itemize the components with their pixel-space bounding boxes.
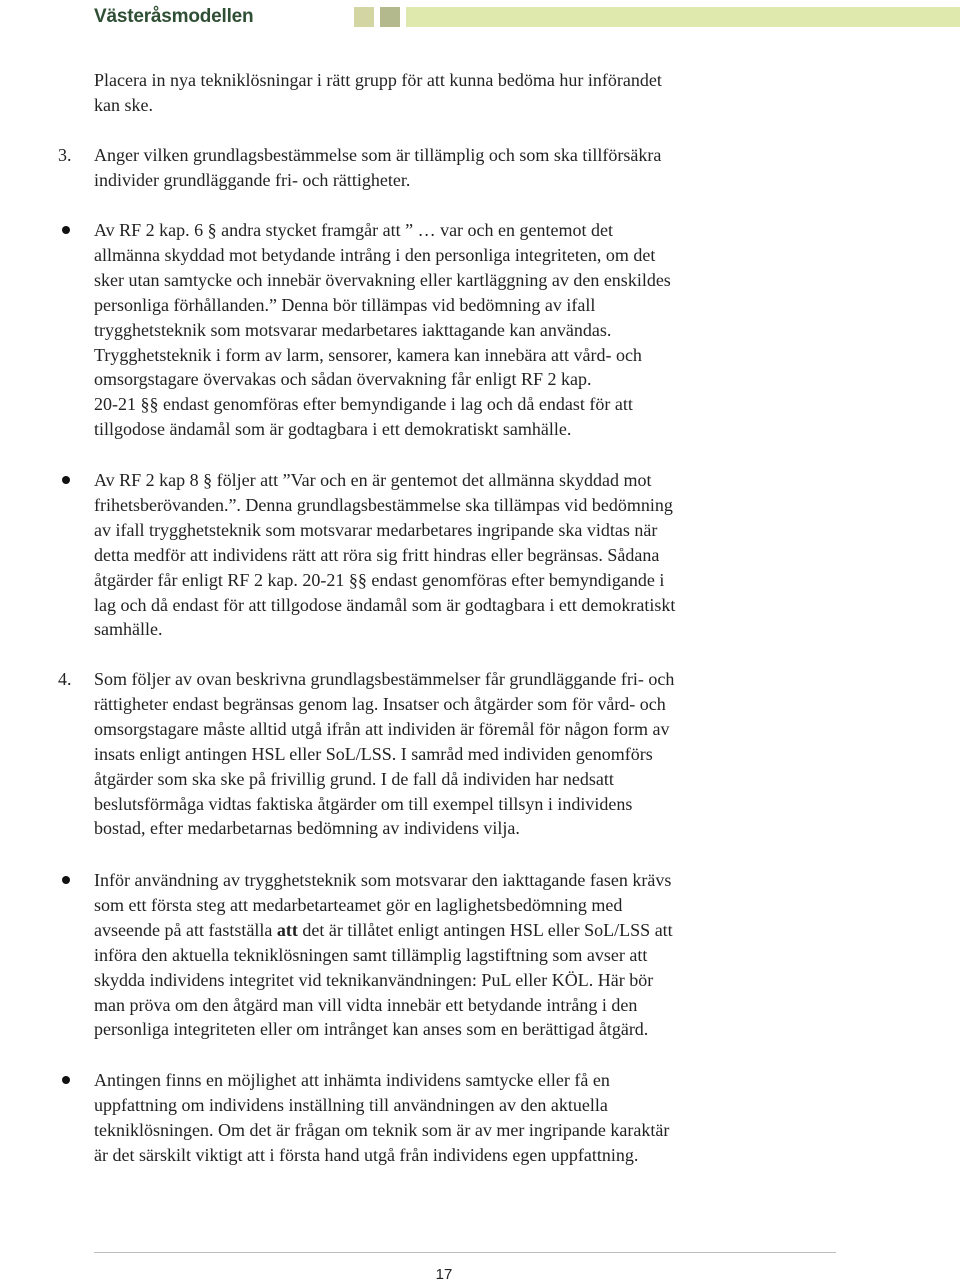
list-item-3 — [94, 143, 794, 193]
text-line: åtgärder får enligt RF 2 kap. 20-21 §§ endast genomföras efter bemyndigande i — [94, 569, 665, 590]
bullet-item-3 — [94, 868, 794, 1042]
text-line: åtgärder som ska ske på frivillig grund. I de fall då individen har nedsatt — [94, 768, 614, 789]
bullet-icon — [62, 876, 70, 884]
text-line: av ifall trygghetsteknik som motsvarar medarbetares ingripande ska vidtas när — [94, 519, 658, 540]
text-line: samhälle. — [94, 619, 163, 640]
text-line: individer grundläggande fri- och rättigheter. — [94, 169, 411, 190]
text-line: man pröva om den åtgärd man vill vidta innebär ett betydande intrång i den — [94, 994, 638, 1015]
page-number: 17 — [435, 1266, 453, 1283]
text-line: tekniklösningen. Om det är frågan om teknik som är av mer ingripande karaktär — [94, 1119, 670, 1140]
header-bar — [406, 7, 960, 27]
text-line: lag och då endast för att tillgodose ändamål som är godtagbara i ett demokratiskt — [94, 594, 676, 615]
list-item-4 — [94, 667, 794, 841]
text-line: 20-21 §§ endast genomföras efter bemyndigande i lag och då endast för att — [94, 394, 633, 415]
text-line: Av RF 2 kap 8 § följer att ”Var och en är gentemot det allmänna skyddad mot — [94, 470, 652, 490]
text-line: personliga förhållanden.” Denna bör tillämpas vid bedömning av ifall — [94, 294, 596, 315]
bold-word: att — [276, 919, 298, 940]
text-line: införa den aktuella tekniklösningen samt tillämplig lagstiftning som avser att — [94, 944, 648, 965]
header-square-light — [354, 7, 374, 27]
text-fragment: avseende på att fastställa — [94, 919, 277, 940]
text-line: som ett första steg att medarbetarteamet gör en laglighetsbedömning med — [94, 894, 623, 915]
text-line: tillgodose ändamål som är godtagbara i ett demokratiskt samhälle. — [94, 419, 572, 440]
text-line: Trygghetsteknik i form av larm, sensorer, kamera kan innebära att vård- och — [94, 344, 642, 365]
text-line: sker utan samtycke och innebär övervakning eller kartläggning av den enskildes — [94, 269, 671, 290]
text-line: beslutsförmåga vidtas faktiska åtgärder om till exempel tillsyn i individens — [94, 793, 633, 814]
text-fragment: det är tillåtet enligt antingen HSL eller SoL/LSS att — [297, 919, 673, 940]
text-line: omsorgstagare måste alltid utgå ifrån att individen är föremål för någon form av — [94, 718, 670, 739]
bullet-item-4 — [94, 1068, 794, 1168]
bullet-icon — [62, 476, 70, 484]
bullet-item-1 — [94, 218, 794, 442]
text-line: bostad, efter medarbetarnas bedömning av individens vilja. — [94, 818, 520, 839]
text-line: Som följer av ovan beskrivna grundlagsbestämmelser får grundläggande fri- och — [94, 669, 675, 689]
text-line: trygghetsteknik som motsvarar medarbetares iakttagande kan användas. — [94, 319, 612, 340]
list-number-4: 4. — [58, 669, 72, 689]
text-line: rättigheter endast begränsas genom lag. Insatser och åtgärder som för vård- och — [94, 693, 666, 714]
header-square-dark — [380, 7, 400, 27]
text-line: Antingen finns en möjlighet att inhämta individens samtycke eller få en — [94, 1070, 610, 1090]
intro-paragraph — [94, 68, 794, 118]
text-line: insats enligt antingen HSL eller SoL/LSS. I samråd med individen genomförs — [94, 743, 653, 764]
bullet-icon — [62, 1076, 70, 1084]
text-line: omsorgstagare övervakas och sådan övervakning får enligt RF 2 kap. — [94, 369, 592, 390]
list-number-3: 3. — [58, 145, 72, 165]
text-line: Av RF 2 kap. 6 § andra stycket framgår att ” … var och en gentemot det — [94, 220, 614, 240]
bullet-item-2 — [94, 468, 794, 642]
header-title: Västeråsmodellen — [94, 6, 254, 27]
text-line: skydda individens integritet vid teknikanvändningen: PuL eller KÖL. Här bör — [94, 969, 654, 990]
text-line: allmänna skyddad mot betydande intrång i den personliga integriteten, om det — [94, 244, 656, 265]
text-line: uppfattning om individens inställning till användningen av den aktuella — [94, 1094, 608, 1115]
text-line: Anger vilken grundlagsbestämmelse som är tillämplig och som ska tillförsäkra — [94, 145, 662, 165]
text-line: Placera in nya tekniklösningar i rätt grupp för att kunna bedöma hur införandet — [94, 70, 662, 90]
text-line: personliga integriteten eller om intrånget kan anses som en berättigad åtgärd. — [94, 1019, 649, 1040]
footer-divider — [94, 1252, 836, 1253]
text-line-with-bold — [94, 918, 794, 943]
text-line: frihetsberövanden.”. Denna grundlagsbestämmelse ska tillämpas vid bedömning — [94, 494, 673, 515]
text-line: är det särskilt viktigt att i första hand utgå från individens egen uppfattning. — [94, 1144, 639, 1165]
text-line: detta medför att individens rätt att röra sig fritt hindras eller begränsas. Sådana — [94, 544, 660, 565]
text-line: Inför användning av trygghetsteknik som motsvarar den iakttagande fasen krävs — [94, 870, 672, 890]
text-line: kan ske. — [94, 94, 153, 115]
bullet-icon — [62, 226, 70, 234]
